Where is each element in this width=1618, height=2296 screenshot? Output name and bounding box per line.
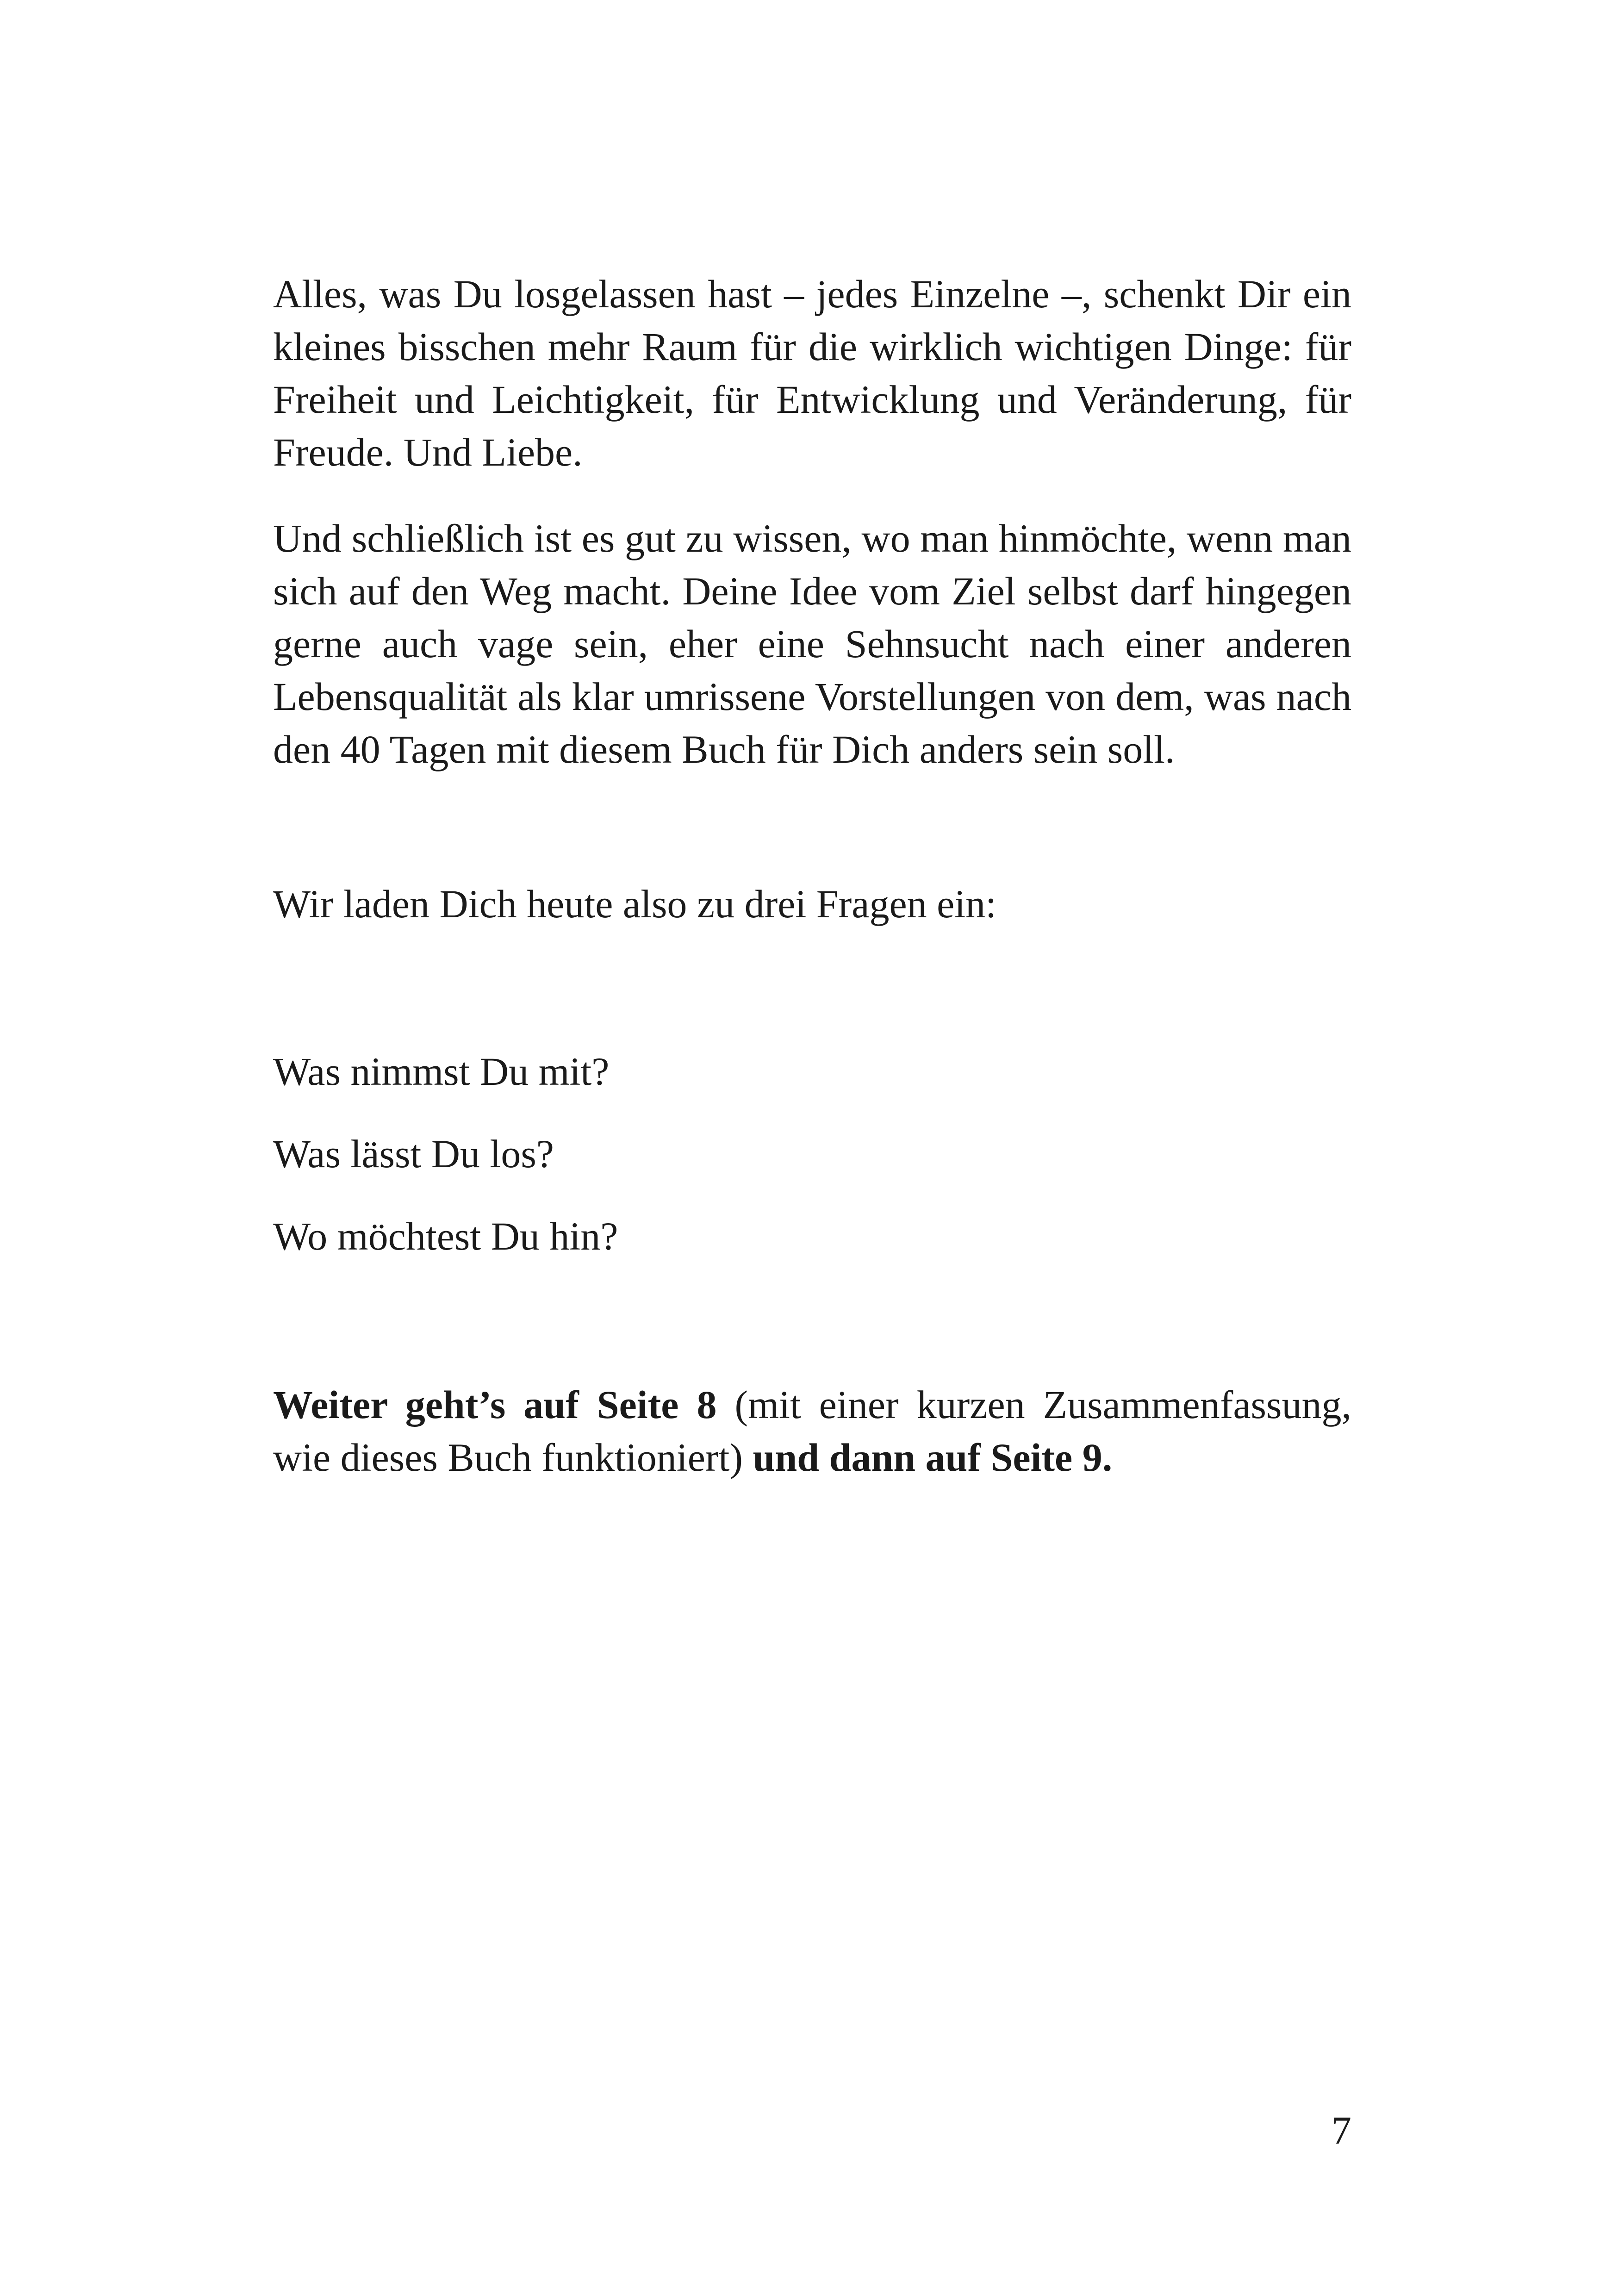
questions-intro: Wir laden Dich heute also zu drei Fragen ein: [273,882,997,926]
continue-instruction-note: (mit einer kurzen Zusammenfassung, wie dieses Buch funktioniert) [273,1382,1351,1480]
body-paragraph-destination: Und schließlich ist es gut zu wissen, wo man hinmöchte, wenn man sich auf den Weg macht. Deine Idee vom Ziel selbst darf hingegen gerne auch vage sein, eher eine Sehnsucht nach einer anderen Lebensqualität als klar umrissene Vorstellungen von dem, was nach den 40 Tagen mit diesem Buch für Dich anders sein soll. [273,516,1351,772]
continue-instruction-page-9: und dann auf Seite 9. [753,1435,1113,1480]
continue-instruction [273,1378,1351,1484]
continue-instruction-page-8: Weiter geht’s auf Seite 8 [273,1382,717,1427]
body-paragraph-letting-go: Alles, was Du losgelassen hast – jedes Einzelne –, schenkt Dir ein kleines bisschen mehr Raum für die wirklich wichtigen Dinge: für Freiheit und Leichtigkeit, für Entwicklung und Veränderung, für Freude. Und Liebe. [273,272,1351,474]
page-number: 7 [1332,2108,1351,2153]
question-destination: Wo möchtest Du hin? [273,1214,618,1258]
question-take-along: Was nimmst Du mit? [273,1049,610,1094]
question-let-go: Was lässt Du los? [273,1132,554,1176]
